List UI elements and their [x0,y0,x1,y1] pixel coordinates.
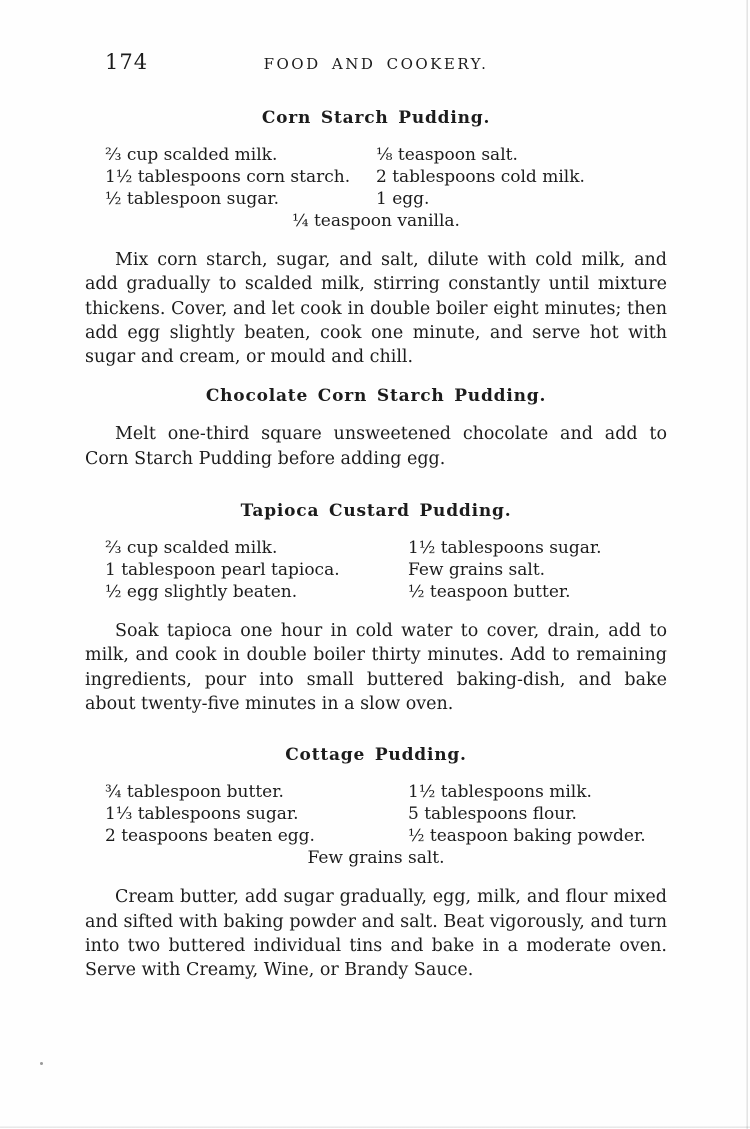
ingredient-item: ½ egg slightly beaten. [105,582,298,603]
page-number: 174 [105,50,149,74]
ingredient-row [85,581,667,603]
ingredient-item: 1 egg. [376,189,430,209]
recipe-directions-tapioca-custard: Soak tapioca one hour in cold water to cover, drain, add to milk, and cook in double boiler thirty minutes. Add to remaining ingredients, pour into small buttered baking-dish, and bake about twenty-five minutes in a slow oven. [85,621,667,714]
ingredient-item: 1⅓ tablespoons sugar. [105,804,299,825]
ingredient-item: 1 tablespoon pearl tapioca. [105,560,340,581]
page-header [85,52,667,78]
ingredient-row [85,166,667,188]
recipe-directions-corn-starch: Mix corn starch, sugar, and salt, dilute with cold milk, and add gradually to scalded milk, stirring constantly until mixture thickens. Cover, and let cook in double boiler eight minutes; then add egg slightly beaten, cook one minute, and serve hot with sugar and cream, or mould and chill. [85,250,667,368]
recipe-title-cottage-pudding: Cottage Pudding. [285,745,467,766]
ingredient-item: ⅛ teaspoon salt. [376,145,518,165]
recipe-title-chocolate-corn-starch-pudding: Chocolate Corn Starch Pudding. [205,386,547,407]
ingredient-item: ½ tablespoon sugar. [105,189,280,209]
ingredient-row [85,144,667,166]
running-title: FOOD AND COOKERY. [263,55,489,73]
scan-speck [40,1062,43,1065]
ingredient-row [85,781,667,803]
ingredient-item: ⅔ cup scalded milk. [105,145,278,165]
ingredient-item: ⅔ cup scalded milk. [105,538,278,559]
ingredient-row [85,537,667,559]
ingredient-item: 2 teaspoons beaten egg. [105,826,315,847]
ingredient-list-cottage [85,781,667,869]
ingredient-item-centered: Few grains salt. [307,848,445,869]
ingredient-item: 1½ tablespoons milk. [408,782,592,803]
ingredient-list-corn-starch [85,144,667,232]
ingredient-item: 5 tablespoons flour. [408,804,577,825]
recipe-directions-cottage: Cream butter, add sugar gradually, egg, milk, and flour mixed and sifted with baking powder and salt. Beat vigorously, and turn into two buttered individual tins and bake in a moderate oven. Serve with Creamy, Wine, or Brandy Sauce. [85,887,667,981]
ingredient-item: 2 tablespoons cold milk. [376,167,585,187]
recipe-title-corn-starch-pudding: Corn Starch Pudding. [261,108,491,128]
ingredient-item: ¾ tablespoon butter. [105,782,284,803]
ingredient-item-centered: ¼ teaspoon vanilla. [292,211,460,231]
ingredient-row [85,188,667,210]
ingredient-row [85,825,667,847]
ingredient-item: Few grains salt. [408,560,546,581]
text-block [85,0,667,982]
ingredient-item: 1½ tablespoons corn starch. [105,167,351,187]
ingredient-row [85,803,667,825]
ingredient-item: 1½ tablespoons sugar. [408,538,602,559]
ingredient-item: ½ teaspoon butter. [408,582,571,603]
ingredient-item: ½ teaspoon baking powder. [408,826,646,847]
ingredient-row [85,559,667,581]
recipe-directions-chocolate-corn-starch: Melt one-third square unsweetened chocolate and add to Corn Starch Pudding before adding egg. [85,424,667,469]
recipe-title-tapioca-custard-pudding: Tapioca Custard Pudding. [240,501,512,522]
ingredient-list-tapioca-custard [85,537,667,603]
